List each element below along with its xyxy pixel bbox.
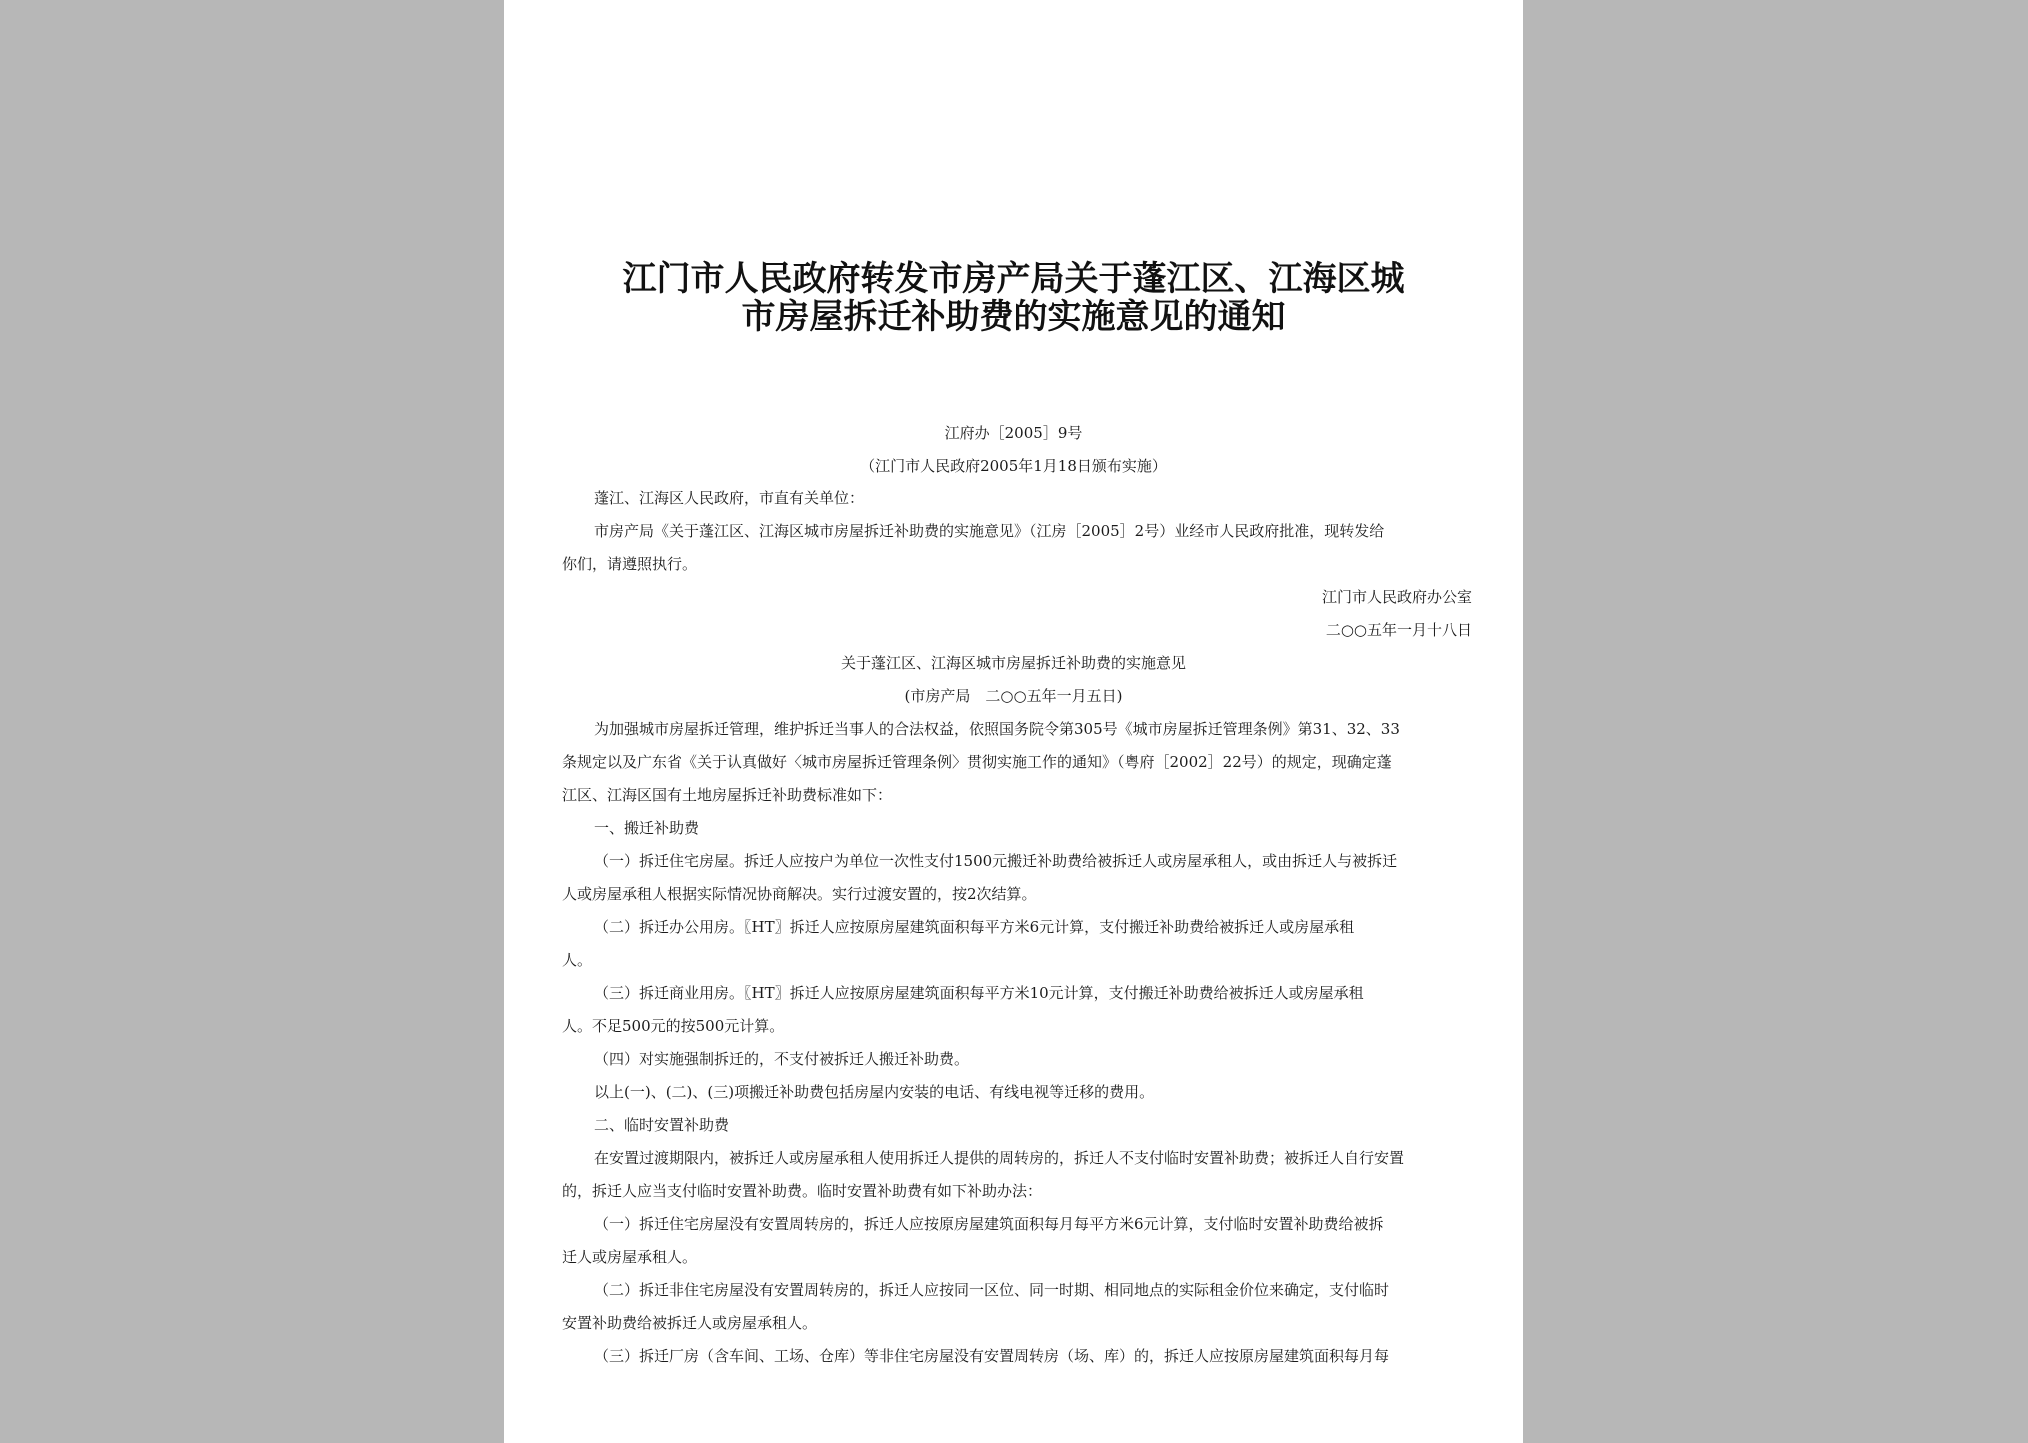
section-2-item-2-line-1: （二）拆迁非住宅房屋没有安置周转房的，拆迁人应按同一区位、同一时期、相同地点的实际租金价位来确定，支付临时 bbox=[594, 1281, 1390, 1299]
intro-line-3: 江区、江海区国有土地房屋拆迁补助费标准如下： bbox=[562, 786, 893, 804]
section-2-intro-line-1: 在安置过渡期限内，被拆迁人或房屋承租人使用拆迁人提供的周转房的，拆迁人不支付临时安置补助费；被拆迁人自行安置 bbox=[594, 1149, 1405, 1167]
intro-line-2: 条规定以及广东省《关于认真做好〈城市房屋拆迁管理条例〉贯彻实施工作的通知》（粤府［2002］22号）的规定，现确定蓬 bbox=[562, 753, 1392, 771]
section-1-item-2-line-1: （二）拆迁办公用房。〖HT〗拆迁人应按原房屋建筑面积每平方米6元计算，支付搬迁补助费给被拆迁人或房屋承租 bbox=[594, 918, 1355, 936]
section-2-item-2-line-2: 安置补助费给被拆迁人或房屋承租人。 bbox=[562, 1314, 818, 1332]
document-title bbox=[504, 260, 1523, 336]
doc-number: 江府办［2005］9号 bbox=[944, 424, 1083, 442]
body-paragraph-1-line-1: 市房产局《关于蓬江区、江海区城市房屋拆迁补助费的实施意见》（江房［2005］2号）业经市人民政府批准，现转发给 bbox=[594, 522, 1385, 540]
sub-issuer: (市房产局 二○○五年一月五日) bbox=[904, 687, 1123, 705]
section-2-intro-line-2: 的，拆迁人应当支付临时安置补助费。临时安置补助费有如下补助办法： bbox=[562, 1182, 1043, 1200]
section-1-item-4: （四）对实施强制拆迁的，不支付被拆迁人搬迁补助费。 bbox=[594, 1050, 970, 1068]
title-line-1: 江门市人民政府转发市房产局关于蓬江区、江海区城 bbox=[622, 259, 1405, 299]
sign-date: 二○○五年一月十八日 bbox=[1325, 621, 1472, 639]
section-1-item-1-line-2: 人或房屋承租人根据实际情况协商解决。实行过渡安置的，按2次结算。 bbox=[562, 885, 1037, 903]
body-paragraph-1-line-2: 你们，请遵照执行。 bbox=[562, 555, 698, 573]
section-2-heading: 二、临时安置补助费 bbox=[594, 1116, 730, 1134]
document-page bbox=[504, 0, 1523, 1443]
section-1-item-3-line-1: （三）拆迁商业用房。〖HT〗拆迁人应按原房屋建筑面积每平方米10元计算，支付搬迁补助费给被拆迁人或房屋承租 bbox=[594, 984, 1364, 1002]
section-1-item-2-line-2: 人。 bbox=[562, 951, 593, 969]
section-1-item-3-line-2: 人。不足500元的按500元计算。 bbox=[562, 1017, 785, 1035]
intro-line-1: 为加强城市房屋拆迁管理，维护拆迁当事人的合法权益，依照国务院令第305号《城市房屋拆迁管理条例》第31、32、33 bbox=[594, 720, 1400, 738]
issue-note: （江门市人民政府2005年1月18日颁布实施） bbox=[860, 457, 1167, 475]
section-2-item-1-line-1: （一）拆迁住宅房屋没有安置周转房的，拆迁人应按原房屋建筑面积每月每平方米6元计算，支付临时安置补助费给被拆 bbox=[594, 1215, 1384, 1233]
section-1-note: 以上(一)、(二)、(三)项搬迁补助费包括房屋内安装的电话、有线电视等迁移的费用。 bbox=[594, 1083, 1155, 1101]
section-1-item-1-line-1: （一）拆迁住宅房屋。拆迁人应按户为单位一次性支付1500元搬迁补助费给被拆迁人或房屋承租人，或由拆迁人与被拆迁 bbox=[594, 852, 1398, 870]
sub-title: 关于蓬江区、江海区城市房屋拆迁补助费的实施意见 bbox=[840, 654, 1186, 672]
title-line-2: 市房屋拆迁补助费的实施意见的通知 bbox=[741, 297, 1286, 337]
section-2-item-3-line-1: （三）拆迁厂房（含车间、工场、仓库）等非住宅房屋没有安置周转房（场、库）的，拆迁人应按原房屋建筑面积每月每 bbox=[594, 1347, 1390, 1365]
salutation: 蓬江、江海区人民政府，市直有关单位： bbox=[594, 489, 865, 507]
section-2-item-1-line-2: 迁人或房屋承租人。 bbox=[562, 1248, 698, 1266]
signatory: 江门市人民政府办公室 bbox=[1321, 588, 1472, 606]
section-1-heading: 一、搬迁补助费 bbox=[594, 819, 700, 837]
